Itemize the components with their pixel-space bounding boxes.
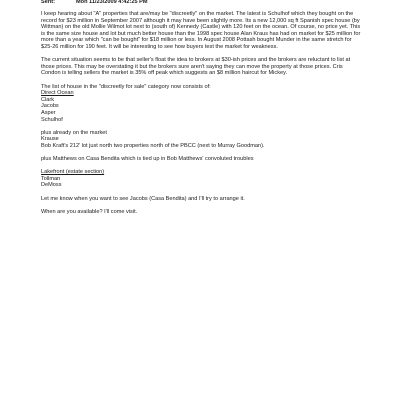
- sent-timestamp: Mon 11/23/2009 4:42:25 PM: [76, 0, 148, 5]
- list-item: Jacobs: [41, 103, 59, 110]
- list-item: Schulhof: [41, 116, 63, 123]
- list-item: Krause: [41, 136, 59, 143]
- lakefront-list: [41, 176, 363, 189]
- list-item: Tollman: [41, 175, 61, 182]
- paragraph-list-intro: The list of house in the "discreetly for sale" category now consists of:: [41, 83, 211, 90]
- paragraph-matthews: plus Matthews on Casa Bendita which is tied up in Bob Matthews' convoluted troubles: [41, 156, 254, 163]
- direct-ocean-heading: Direct Ocean: [41, 90, 74, 97]
- direct-ocean-list: [41, 97, 363, 123]
- sent-label: Sent:: [41, 0, 55, 5]
- paragraph-schulhof: I keep hearing about "A" properties that are/may be "discreetly" on the market. The latest is Schulhof which they bought on the record for $23 million in September 2007 although it may have been slightly more. Its a new 12,000 sq ft Spanish spec house (by Wittman) on the old Mollie Wilmot lot next to (south of) Kennedy (Castle) with 120 feet on the ocean. Of course, no price yet. This is the same size house and lot but much better house than the 1998 spec house Alan Kraus has had on market for $25 million for more than a year which "can be bought" for $18 million or less. In August 2008 Pottash bought Munder in the same stretch for $25-26 million for 190 feet. It will be interesting to see how buyers test the market for weakness.: [41, 11, 361, 50]
- plus-market-list: [41, 136, 363, 149]
- email-body: [41, 11, 363, 215]
- paragraph-market-situation: The current situation seems to be that seller's float the idea to brokers at $30-ish prices and the brokers are reluctant to list at those prices. This may be overstating it but the brokers sure aren't saying they can move the property at those prices. Cris Condon is telling sellers the market is 35% off peak which suggests an $8 million haircut for Mickey.: [41, 57, 351, 77]
- list-item: Clark: [41, 96, 55, 103]
- lakefront-heading: Lakefront (estate section): [41, 169, 105, 176]
- list-item: DeMoss: [41, 182, 62, 189]
- plus-market-intro: plus already on the market: [41, 129, 107, 136]
- paragraph-jacobs: Let me know when you want to see Jacobs (Casa Bendita) and I'll try to arrange it.: [41, 195, 245, 202]
- list-item: Asper: [41, 109, 56, 116]
- paragraph-availability: When are you available? I'll come visit.: [41, 208, 138, 215]
- list-item: Bob Kraft's 212' lot just north two properties north of the PBCC (next to Murray Goodman).: [41, 142, 265, 149]
- sent-header-row: [41, 0, 363, 8]
